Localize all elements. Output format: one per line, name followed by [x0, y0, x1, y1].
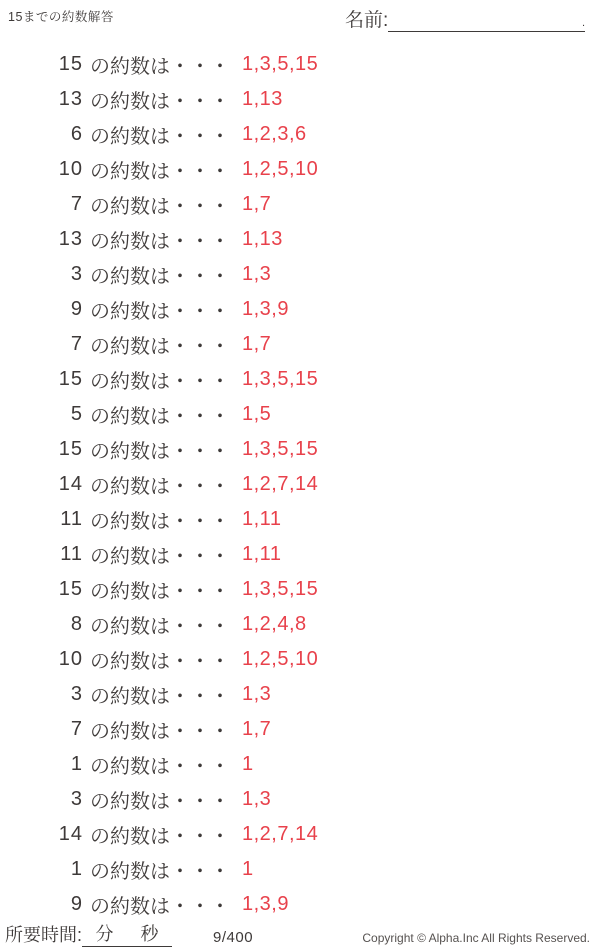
problem-number: 3 — [70, 683, 83, 705]
problem-label: の約数は・・・ — [90, 511, 230, 533]
time-blank-line — [82, 920, 172, 947]
problem-label: の約数は・・・ — [90, 546, 230, 568]
divisor-row — [0, 222, 600, 257]
problem-number: 15 — [58, 368, 83, 390]
divisor-row — [0, 397, 600, 432]
answer-text: 1,2,7,14 — [242, 473, 319, 495]
divisor-row — [0, 642, 600, 677]
elapsed-time-field — [5, 920, 172, 947]
divisor-row — [0, 852, 600, 887]
problem-number: 15 — [58, 578, 83, 600]
answer-text: 1,7 — [242, 193, 272, 215]
answer-text: 1,7 — [242, 333, 272, 355]
problem-label: の約数は・・・ — [90, 266, 230, 288]
problem-label: の約数は・・・ — [90, 161, 230, 183]
answer-text: 1,3,9 — [242, 298, 289, 320]
problem-number: 13 — [58, 228, 83, 250]
problem-label: の約数は・・・ — [90, 826, 230, 848]
page-indicator: 9/400 — [213, 929, 254, 946]
problem-label: の約数は・・・ — [90, 896, 230, 918]
problem-number: 1 — [70, 753, 83, 775]
divisor-row — [0, 292, 600, 327]
problem-label: の約数は・・・ — [90, 476, 230, 498]
divisor-row — [0, 502, 600, 537]
answer-text: 1,7 — [242, 718, 272, 740]
divisor-row — [0, 327, 600, 362]
problem-label: の約数は・・・ — [90, 406, 230, 428]
problem-label: の約数は・・・ — [90, 616, 230, 638]
name-label: 名前: — [345, 10, 389, 31]
divisor-row — [0, 817, 600, 852]
worksheet-title: 15までの約数解答 — [8, 10, 114, 24]
answer-text: 1,2,5,10 — [242, 648, 319, 670]
problem-number: 7 — [70, 333, 83, 355]
footer — [0, 918, 600, 952]
problem-label: の約数は・・・ — [90, 791, 230, 813]
problem-number: 3 — [70, 263, 83, 285]
answer-text: 1,3,5,15 — [242, 368, 319, 390]
answer-text: 1 — [242, 753, 254, 775]
problem-label: の約数は・・・ — [90, 861, 230, 883]
answer-text: 1,11 — [242, 543, 282, 565]
problem-label: の約数は・・・ — [90, 196, 230, 218]
problem-number: 11 — [60, 543, 83, 565]
answer-text: 1,3 — [242, 263, 272, 285]
problems-list — [0, 47, 600, 922]
problem-label: の約数は・・・ — [90, 231, 230, 253]
problem-label: の約数は・・・ — [90, 721, 230, 743]
seconds-unit-label: 秒 — [140, 924, 159, 944]
problem-label: の約数は・・・ — [90, 371, 230, 393]
answer-text: 1,3,5,15 — [242, 53, 319, 75]
divisor-row — [0, 572, 600, 607]
divisor-row — [0, 362, 600, 397]
problem-number: 14 — [58, 823, 83, 845]
divisor-row — [0, 537, 600, 572]
answer-text: 1,3 — [242, 788, 272, 810]
problem-label: の約数は・・・ — [90, 336, 230, 358]
divisor-row — [0, 712, 600, 747]
divisor-row — [0, 607, 600, 642]
minutes-unit-label: 分 — [95, 924, 114, 944]
answer-text: 1,2,5,10 — [242, 158, 319, 180]
name-field — [345, 5, 585, 32]
problem-number: 14 — [58, 473, 83, 495]
problem-number: 9 — [70, 893, 83, 915]
problem-number: 6 — [70, 123, 83, 145]
divisor-row — [0, 467, 600, 502]
problem-number: 15 — [58, 438, 83, 460]
answer-text: 1,3,5,15 — [242, 438, 319, 460]
divisor-row — [0, 117, 600, 152]
problem-number: 10 — [58, 648, 83, 670]
elapsed-time-label: 所要時間: — [5, 925, 83, 945]
problem-number: 11 — [60, 508, 83, 530]
problem-label: の約数は・・・ — [90, 91, 230, 113]
answer-text: 1 — [242, 858, 254, 880]
problem-number: 7 — [70, 718, 83, 740]
problem-number: 10 — [58, 158, 83, 180]
answer-text: 1,3 — [242, 683, 272, 705]
problem-number: 15 — [58, 53, 83, 75]
problem-number: 3 — [70, 788, 83, 810]
answer-text: 1,3,5,15 — [242, 578, 319, 600]
answer-text: 1,2,4,8 — [242, 613, 307, 635]
problem-label: の約数は・・・ — [90, 686, 230, 708]
divisor-row — [0, 82, 600, 117]
divisor-row — [0, 152, 600, 187]
problem-label: の約数は・・・ — [90, 56, 230, 78]
answer-text: 1,13 — [242, 228, 283, 250]
divisor-row — [0, 677, 600, 712]
problem-label: の約数は・・・ — [90, 441, 230, 463]
answer-text: 1,2,7,14 — [242, 823, 319, 845]
answer-text: 1,3,9 — [242, 893, 289, 915]
name-blank-line: . — [388, 18, 585, 32]
copyright-notice: Copyright © Alpha.Inc All Rights Reserved. — [362, 931, 590, 945]
answer-text: 1,11 — [242, 508, 282, 530]
problem-number: 1 — [70, 858, 83, 880]
problem-number: 7 — [70, 193, 83, 215]
problem-label: の約数は・・・ — [90, 301, 230, 323]
divisor-row — [0, 432, 600, 467]
answer-text: 1,5 — [242, 403, 272, 425]
divisor-row — [0, 47, 600, 82]
answer-text: 1,2,3,6 — [242, 123, 307, 145]
divisor-row — [0, 887, 600, 922]
divisor-row — [0, 187, 600, 222]
problem-number: 13 — [58, 88, 83, 110]
divisor-row — [0, 257, 600, 292]
answer-text: 1,13 — [242, 88, 283, 110]
problem-number: 5 — [70, 403, 83, 425]
divisor-row — [0, 747, 600, 782]
problem-label: の約数は・・・ — [90, 756, 230, 778]
problem-number: 9 — [70, 298, 83, 320]
problem-label: の約数は・・・ — [90, 651, 230, 673]
problem-number: 8 — [70, 613, 83, 635]
problem-label: の約数は・・・ — [90, 581, 230, 603]
divisor-row — [0, 782, 600, 817]
problem-label: の約数は・・・ — [90, 126, 230, 148]
